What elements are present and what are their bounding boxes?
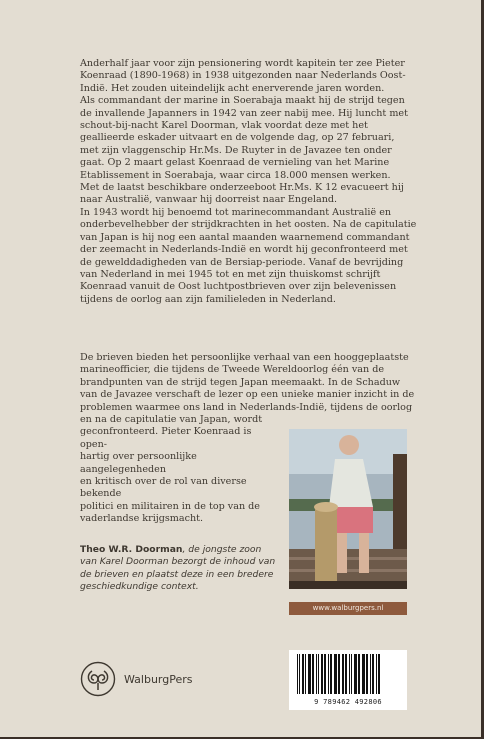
barcode-bar (321, 654, 323, 694)
blurb-line: naar Australië, vanwaar hij doorreist naar Engeland. (80, 194, 338, 206)
barcode-bar (299, 654, 300, 694)
blurb-line: van de Javazee verschaft de lezer op een unieke manier inzicht in de (80, 389, 415, 401)
barcode-bar (342, 654, 344, 694)
publisher-logo-icon (80, 661, 116, 697)
barcode-bar (305, 654, 306, 694)
blurb-line: marineofficier, die tijdens de Tweede Wereldoorlog één van de (80, 364, 385, 376)
barcode-bar (328, 654, 329, 694)
blurb-line: politici en militairen in de top van de (80, 500, 260, 512)
barcode-bar (376, 654, 377, 694)
blurb-line: hartig over persoonlijke aangelegenheden (80, 451, 197, 475)
blurb-line: Indië. Het zouden uiteindelijk acht enerverende jaren worden. (80, 82, 385, 94)
author-desc-line: geschiedkundige context. (80, 581, 199, 593)
blurb-line: problemen waarmee ons land in Nederlands-Indië, tijdens de oorlog (80, 401, 413, 413)
barcode-bar (312, 654, 314, 694)
blurb-narrow-column (80, 426, 278, 525)
barcode-bar (362, 654, 365, 694)
barcode-bar (351, 654, 352, 694)
barcode-bars (295, 654, 401, 696)
barcode-bar (349, 654, 350, 694)
author-desc-line: , de jongste zoon (182, 544, 262, 555)
barcode-bar (338, 654, 340, 694)
blurb-line: Met de laatst beschikbare onderzeeboot Hr.Ms. K 12 evacueert hij (80, 182, 404, 194)
publisher-name: WalburgPers (124, 673, 193, 686)
blurb-line: In 1943 wordt hij benoemd tot marinecommandant Australië en (80, 206, 392, 218)
isbn-barcode (289, 650, 407, 710)
blurb-line: Koenraad (1890-1968) in 1938 uitgezonden naar Nederlands Oost- (80, 70, 406, 82)
author-credit (80, 544, 276, 594)
blurb-line: gaat. Op 2 maart gelast Koenraad de vernieling van het Marine (80, 157, 390, 169)
barcode-bar (324, 654, 326, 694)
blurb-line: geallieerde eskader uitvaart en de volgende dag, op 27 februari, (80, 132, 395, 144)
isbn-number: 9 789462 492806 (314, 698, 382, 706)
blurb-line: met zijn vlaggenschip Hr.Ms. De Ruyter in de Javazee ten onder (80, 144, 392, 156)
blurb-line: Koenraad vanuit de Oost luchtpostbrieven over zijn belevenissen (80, 281, 397, 293)
barcode-bar (316, 654, 317, 694)
barcode-bar (378, 654, 380, 694)
blurb-line: brandpunten van de strijd tegen Japan meemaakt. In de Schaduw (80, 376, 401, 388)
barcode-bar (370, 654, 371, 694)
photo-illustration (289, 429, 407, 589)
blurb-line: en na de capitulatie van Japan, wordt (80, 414, 263, 426)
blurb-line: Etablissement in Soerabaja, waar circa 18.000 mensen werken. (80, 169, 391, 181)
publisher-website: www.walburgpers.nl (289, 602, 407, 615)
barcode-bar (334, 654, 337, 694)
barcode-bar (330, 654, 332, 694)
blurb-line: De brieven bieden het persoonlijke verhaal van een hooggeplaatste (80, 352, 409, 363)
author-desc-line: de brieven en plaatst deze in een bredere (80, 568, 274, 580)
blurb-line: vaderlandse krijgsmacht. (80, 513, 204, 525)
blurb-line: tijdens de oorlog aan zijn familieleden in Nederland. (80, 293, 336, 305)
blurb-line: schout-bij-nacht Karel Doorman, vlak voordat deze met het (80, 120, 368, 132)
blurb-line: de gewelddadigheden van de Bersiap-periode. Vanaf de bevrijding (80, 256, 404, 268)
barcode-bar (308, 654, 311, 694)
barcode-bar (372, 654, 374, 694)
blurb-line: Anderhalf jaar voor zijn pensionering wordt kapitein ter zee Pieter (80, 58, 405, 69)
barcode-bar (318, 654, 319, 694)
barcode-bar (297, 654, 298, 694)
barcode-bar (354, 654, 357, 694)
blurb-line: de invallende Japanners in 1942 van zeer nabij mee. Hij luncht met (80, 107, 408, 119)
author-photo (289, 429, 407, 589)
author-desc-line: van Karel Doorman bezorgt de inhoud van (80, 556, 276, 568)
blurb-paragraph-1 (80, 58, 426, 306)
barcode-bar (302, 654, 304, 694)
barcode-bar (358, 654, 360, 694)
barcode-bar (345, 654, 347, 694)
blurb-line: Als commandant der marine in Soerabaja maakt hij de strijd tegen (80, 95, 405, 107)
blurb-line: van Nederland in mei 1945 tot en met zijn thuiskomst schrijft (80, 268, 381, 280)
blurb-line: en kritisch over de rol van diverse bekende (80, 476, 247, 500)
blurb-line: geconfronteerd. Pieter Koenraad is open- (80, 426, 252, 450)
author-name: Theo W.R. Doorman (80, 544, 183, 555)
blurb-line: onderbevelhebber der strijdkrachten in het oosten. Na de capitulatie (80, 219, 417, 231)
barcode-bar (366, 654, 368, 694)
blurb-line: van Japan is hij nog een aantal maanden waarnemend commandant (80, 231, 410, 243)
blurb-line: der zeemacht in Nederlands-Indië en wordt hij geconfronteerd met (80, 244, 408, 256)
